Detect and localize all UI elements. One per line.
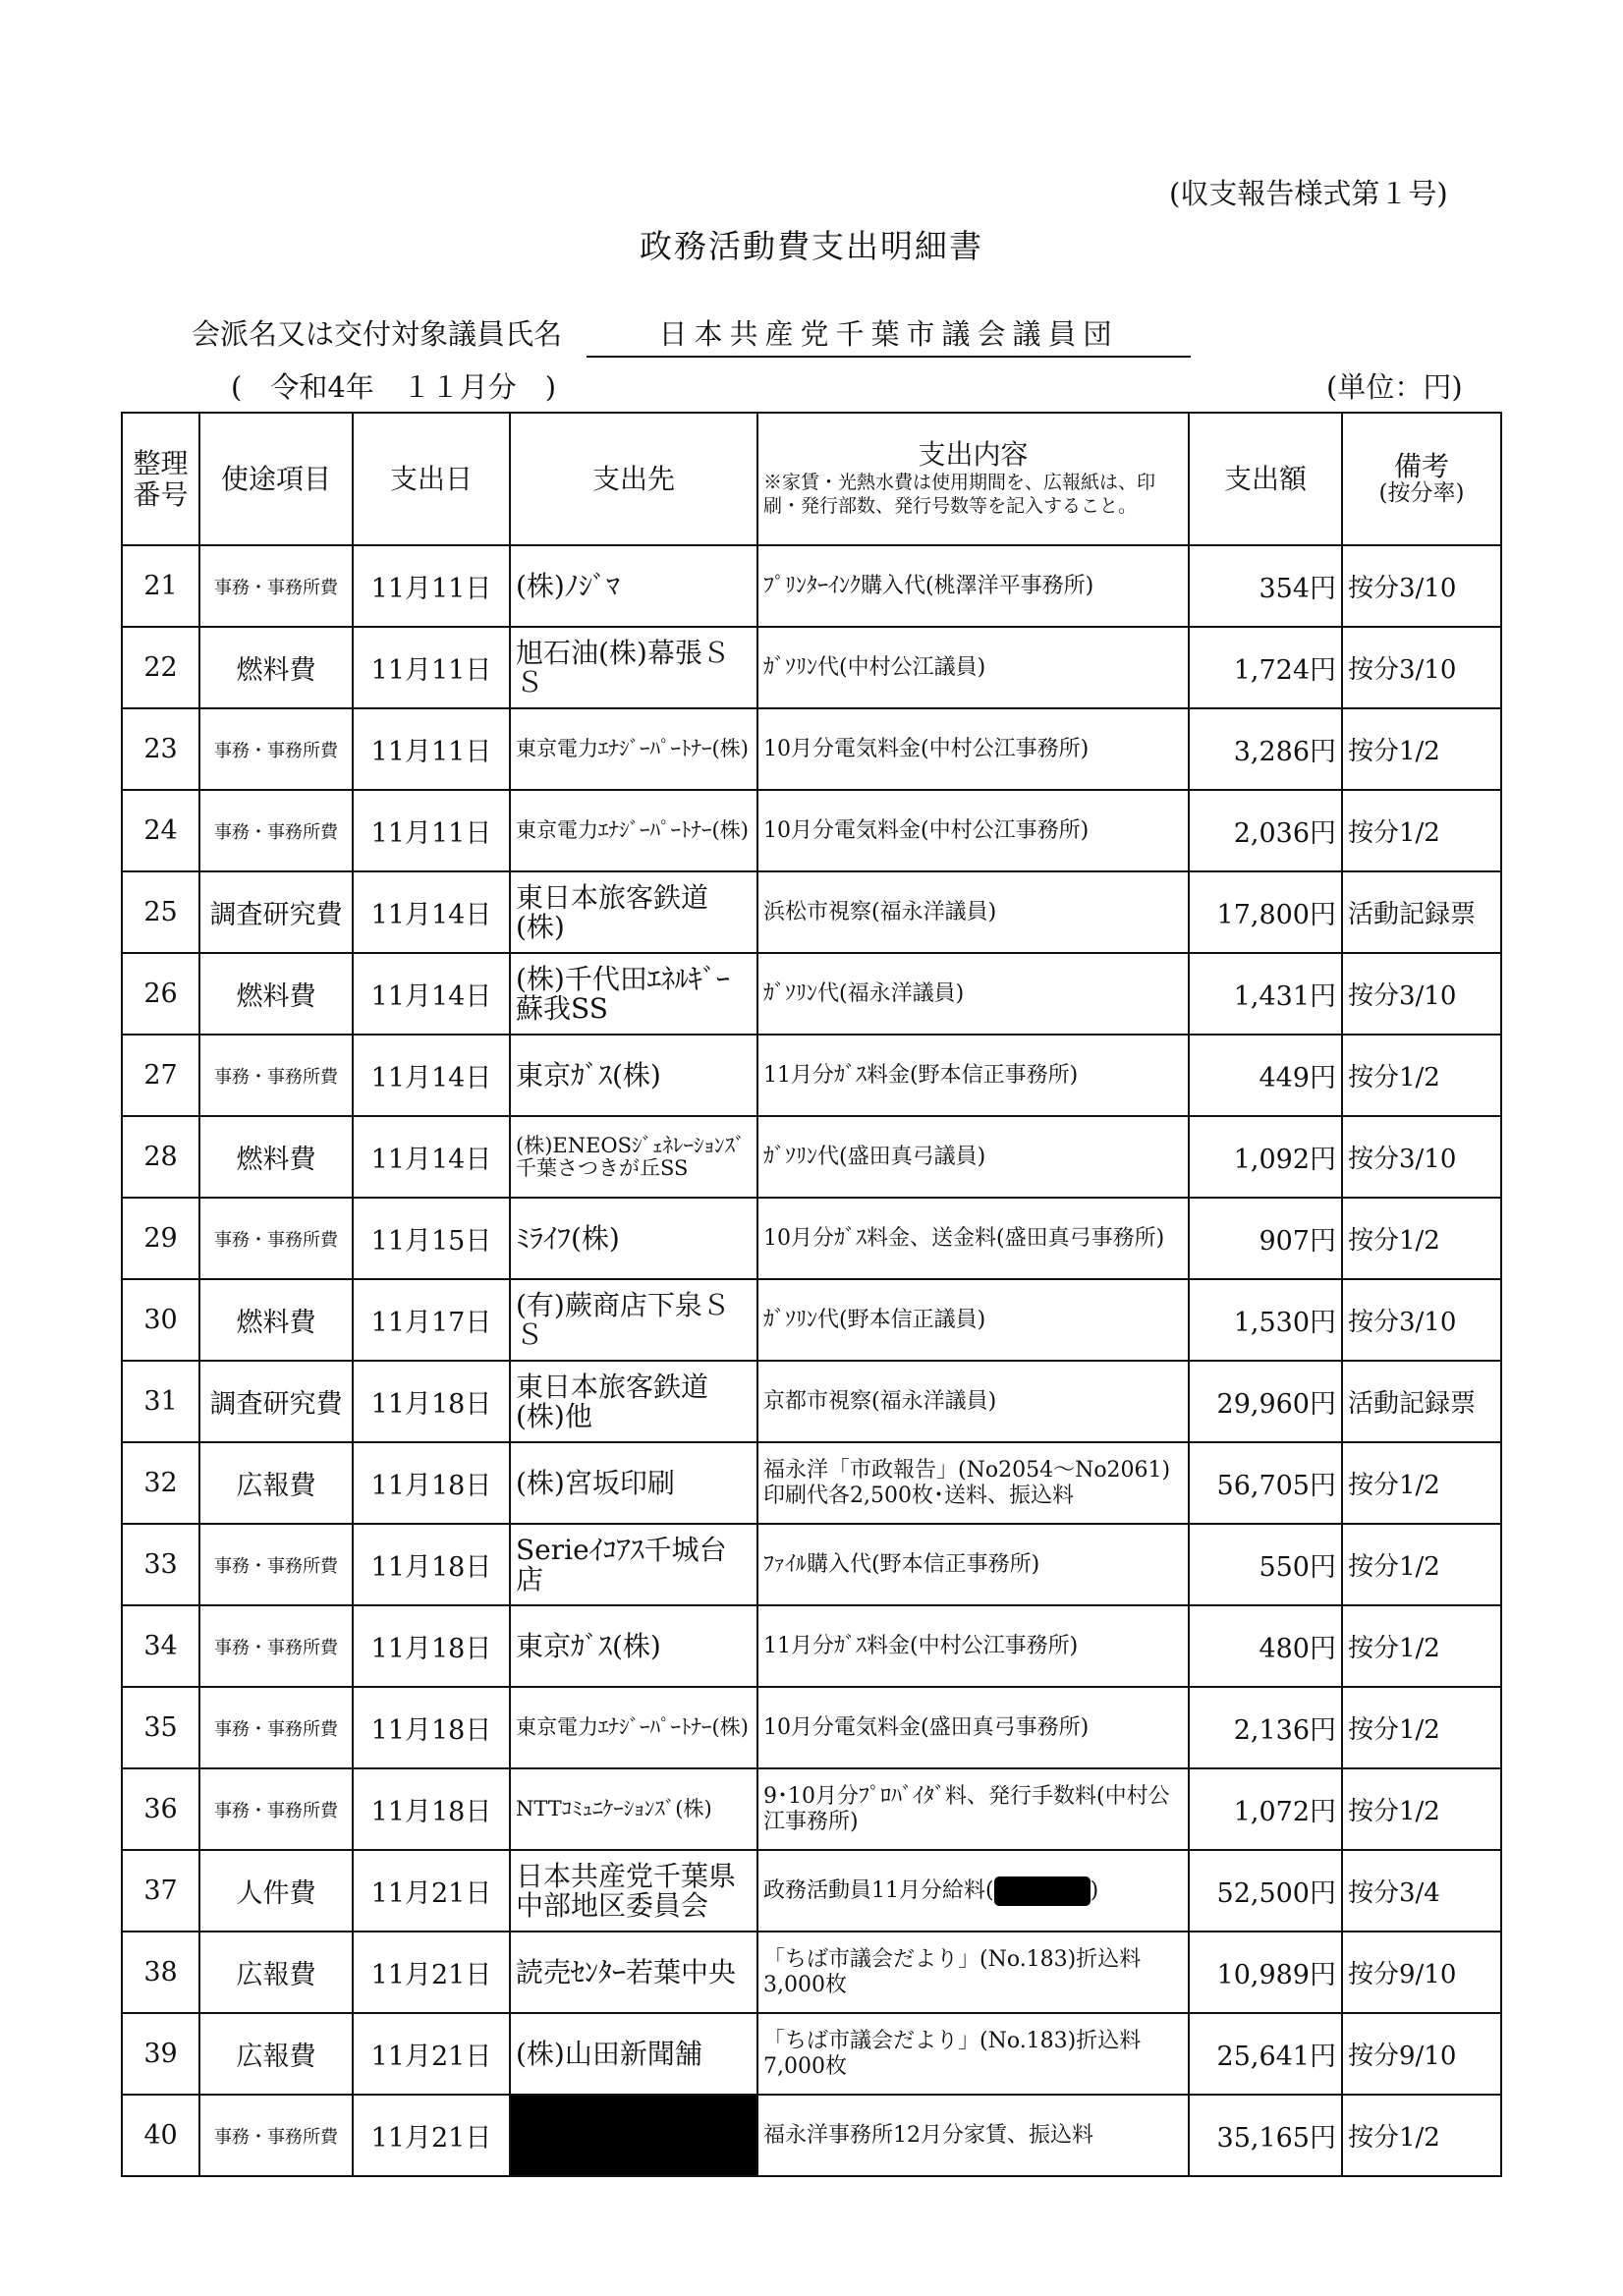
row-payee: (株)ENEOSｼﾞｪﾈﾚｰｼｮﾝｽﾞ千葉さつきが丘SS [510,1116,757,1198]
row-payee: (株)千代田ｴﾈﾙｷﾞｰ蘇我SS [510,953,757,1035]
row-description: 「ちば市議会だより」(No.183)折込料3,000枚 [757,1932,1189,2013]
row-remarks: 按分1/2 [1342,1768,1501,1850]
row-category: 事務・事務所費 [199,1035,353,1116]
row-amount: 17,800円 [1189,871,1342,953]
row-date: 11月21日 [353,1932,510,2013]
row-amount: 56,705円 [1189,1442,1342,1524]
row-date: 11月18日 [353,1442,510,1524]
row-date: 11月18日 [353,1687,510,1768]
row-remarks: 按分1/2 [1342,1198,1501,1279]
description-text-end: ) [1090,1877,1099,1903]
table-row [122,1279,1501,1361]
header-amount: 支出額 [1189,413,1342,545]
row-description: 10月分電気料金(中村公江事務所) [757,708,1189,790]
row-payee: (有)蕨商店下泉ＳＳ [510,1279,757,1361]
row-remarks: 按分1/2 [1342,1035,1501,1116]
table-row [122,1768,1501,1850]
row-no: 38 [122,1932,199,2013]
row-date: 11月11日 [353,708,510,790]
row-amount: 3,286円 [1189,708,1342,790]
row-remarks: 活動記録票 [1342,1361,1501,1442]
table-row [122,1687,1501,1768]
row-payee: (株)宮坂印刷 [510,1442,757,1524]
row-date: 11月18日 [353,1605,510,1687]
row-no: 27 [122,1035,199,1116]
row-remarks: 按分1/2 [1342,1524,1501,1605]
row-remarks: 按分3/10 [1342,1279,1501,1361]
header-remarks [1342,413,1501,545]
header-content-title: 支出内容 [918,438,1029,472]
row-remarks: 按分1/2 [1342,790,1501,871]
header-category: 使途項目 [199,413,353,545]
row-remarks: 按分1/2 [1342,1442,1501,1524]
row-category: 調査研究費 [199,871,353,953]
table-row [122,1116,1501,1198]
row-date: 11月18日 [353,1768,510,1850]
row-amount: 480円 [1189,1605,1342,1687]
row-payee: 東日本旅客鉄道(株)他 [510,1361,757,1442]
row-category: 広報費 [199,1932,353,2013]
row-description: 11月分ｶﾞｽ料金(野本信正事務所) [757,1035,1189,1116]
table-row [122,627,1501,708]
header-content-note: ※家賃・光熱水費は使用期間を、広報紙は、印刷・発行部数、発行号数等を記入すること。 [763,472,1156,518]
table-row [122,1524,1501,1605]
row-amount: 1,530円 [1189,1279,1342,1361]
row-description: 11月分ｶﾞｽ料金(中村公江事務所) [757,1605,1189,1687]
row-remarks: 按分3/10 [1342,545,1501,627]
row-category: 燃料費 [199,1116,353,1198]
header-remarks-title: 備考 [1393,449,1449,482]
row-no: 36 [122,1768,199,1850]
row-no: 22 [122,627,199,708]
row-date: 11月14日 [353,1035,510,1116]
row-amount: 1,092円 [1189,1116,1342,1198]
row-category: 事務・事務所費 [199,1605,353,1687]
row-description: 浜松市視察(福永洋議員) [757,871,1189,953]
row-description: 10月分電気料金(中村公江事務所) [757,790,1189,871]
row-description [757,1850,1189,1932]
header-content [757,413,1189,545]
row-date: 11月14日 [353,953,510,1035]
row-no: 40 [122,2095,199,2176]
row-amount: 907円 [1189,1198,1342,1279]
row-category: 燃料費 [199,627,353,708]
row-remarks: 按分1/2 [1342,2095,1501,2176]
row-amount: 52,500円 [1189,1850,1342,1932]
row-description: ｶﾞｿﾘﾝ代(福永洋議員) [757,953,1189,1035]
redacted-payee [510,2095,757,2176]
header-payee: 支出先 [510,413,757,545]
row-no: 32 [122,1442,199,1524]
row-amount: 2,136円 [1189,1687,1342,1768]
row-category: 事務・事務所費 [199,1768,353,1850]
row-description: 10月分電気料金(盛田真弓事務所) [757,1687,1189,1768]
row-description: ﾌｧｲﾙ購入代(野本信正事務所) [757,1524,1189,1605]
expenditure-table [121,412,1502,2177]
row-remarks: 按分9/10 [1342,2013,1501,2095]
row-payee: 東京ｶﾞｽ(株) [510,1605,757,1687]
description-text: 政務活動員11月分給料( [763,1877,994,1903]
table-row [122,1932,1501,2013]
table-row [122,871,1501,953]
row-no: 33 [122,1524,199,1605]
row-date: 11月11日 [353,627,510,708]
row-category: 事務・事務所費 [199,1198,353,1279]
row-amount: 449円 [1189,1035,1342,1116]
row-category: 事務・事務所費 [199,708,353,790]
table-body [122,545,1501,2176]
row-category: 燃料費 [199,953,353,1035]
row-description: 福永洋事務所12月分家賃、振込料 [757,2095,1189,2176]
form-number: (収支報告様式第１号) [1169,177,1448,210]
row-remarks: 按分1/2 [1342,1687,1501,1768]
row-date: 11月21日 [353,1850,510,1932]
row-remarks: 按分3/10 [1342,627,1501,708]
row-date: 11月17日 [353,1279,510,1361]
row-amount: 1,724円 [1189,627,1342,708]
row-date: 11月11日 [353,790,510,871]
row-payee: 東日本旅客鉄道(株) [510,871,757,953]
row-date: 11月18日 [353,1361,510,1442]
party-label: 会派名又は交付対象議員氏名 [192,317,563,351]
row-category: 事務・事務所費 [199,2095,353,2176]
row-remarks: 按分3/10 [1342,1116,1501,1198]
row-category: 事務・事務所費 [199,790,353,871]
row-remarks: 按分3/4 [1342,1850,1501,1932]
row-description: ｶﾞｿﾘﾝ代(中村公江議員) [757,627,1189,708]
row-description: ｶﾞｿﾘﾝ代(盛田真弓議員) [757,1116,1189,1198]
header-date: 支出日 [353,413,510,545]
row-category: 広報費 [199,2013,353,2095]
currency-unit: (単位：円) [1326,370,1463,404]
table-row [122,2013,1501,2095]
row-no: 34 [122,1605,199,1687]
row-no: 37 [122,1850,199,1932]
table-row [122,1035,1501,1116]
row-no: 39 [122,2013,199,2095]
row-payee: 日本共産党千葉県中部地区委員会 [510,1850,757,1932]
table-header-row [122,413,1501,545]
row-no: 35 [122,1687,199,1768]
row-no: 23 [122,708,199,790]
row-category: 人件費 [199,1850,353,1932]
row-payee: (株)山田新聞舗 [510,2013,757,2095]
row-date: 11月15日 [353,1198,510,1279]
row-date: 11月11日 [353,545,510,627]
row-amount: 35,165円 [1189,2095,1342,2176]
row-description: 「ちば市議会だより」(No.183)折込料7,000枚 [757,2013,1189,2095]
row-category: 広報費 [199,1442,353,1524]
row-amount: 29,960円 [1189,1361,1342,1442]
row-category: 事務・事務所費 [199,1524,353,1605]
row-category: 事務・事務所費 [199,1687,353,1768]
reporting-period: ( 令和4年 １１月分 ) [231,370,557,404]
row-date: 11月21日 [353,2013,510,2095]
table-row [122,1442,1501,1524]
row-description: 京都市視察(福永洋議員) [757,1361,1189,1442]
row-amount: 1,072円 [1189,1768,1342,1850]
row-amount: 550円 [1189,1524,1342,1605]
row-payee: 旭石油(株)幕張ＳＳ [510,627,757,708]
row-no: 30 [122,1279,199,1361]
row-no: 31 [122,1361,199,1442]
table-row [122,790,1501,871]
row-category: 事務・事務所費 [199,545,353,627]
document-title: 政務活動費支出明細書 [640,227,983,265]
row-remarks: 按分3/10 [1342,953,1501,1035]
row-payee: 東京電力ｴﾅｼﾞｰﾊﾟｰﾄﾅｰ(株) [510,1687,757,1768]
row-no: 29 [122,1198,199,1279]
row-description: 10月分ｶﾞｽ料金、送金料(盛田真弓事務所) [757,1198,1189,1279]
row-category: 調査研究費 [199,1361,353,1442]
row-payee: 東京電力ｴﾅｼﾞｰﾊﾟｰﾄﾅｰ(株) [510,708,757,790]
table-row [122,2095,1501,2176]
table-row [122,1605,1501,1687]
row-remarks: 按分1/2 [1342,1605,1501,1687]
row-date: 11月14日 [353,1116,510,1198]
row-no: 21 [122,545,199,627]
redaction-bar [994,1876,1091,1906]
row-remarks: 按分9/10 [1342,1932,1501,2013]
party-name: 日本共産党千葉市議会議員団 [587,312,1191,358]
row-payee: (株)ﾉｼﾞﾏ [510,545,757,627]
row-category: 燃料費 [199,1279,353,1361]
row-payee: 東京ｶﾞｽ(株) [510,1035,757,1116]
row-amount: 25,641円 [1189,2013,1342,2095]
table-row [122,1198,1501,1279]
table-row [122,1361,1501,1442]
table-row [122,953,1501,1035]
table-row [122,1850,1501,1932]
row-description: 9･10月分ﾌﾟﾛﾊﾞｲﾀﾞ料、発行手数料(中村公江事務所) [757,1768,1189,1850]
row-description: ﾌﾟﾘﾝﾀｰｲﾝｸ購入代(桃澤洋平事務所) [757,545,1189,627]
row-remarks: 按分1/2 [1342,708,1501,790]
row-amount: 10,989円 [1189,1932,1342,2013]
row-date: 11月14日 [353,871,510,953]
row-no: 28 [122,1116,199,1198]
row-remarks: 活動記録票 [1342,871,1501,953]
table-row [122,545,1501,627]
row-amount: 2,036円 [1189,790,1342,871]
row-payee: 東京電力ｴﾅｼﾞｰﾊﾟｰﾄﾅｰ(株) [510,790,757,871]
row-payee: 読売ｾﾝﾀｰ若葉中央 [510,1932,757,2013]
row-no: 26 [122,953,199,1035]
row-description: 福永洋「市政報告」(No2054～No2061)印刷代各2,500枚･送料、振込料 [757,1442,1189,1524]
table-row [122,708,1501,790]
row-payee: Serieｲｺｱｽ千城台店 [510,1524,757,1605]
header-no: 整理番号 [122,413,199,545]
row-date: 11月18日 [353,1524,510,1605]
row-amount: 1,431円 [1189,953,1342,1035]
row-description: ｶﾞｿﾘﾝ代(野本信正議員) [757,1279,1189,1361]
row-no: 24 [122,790,199,871]
row-payee: ﾐﾗｲﾌ(株) [510,1198,757,1279]
header-remarks-sub: (按分率) [1378,480,1465,507]
row-no: 25 [122,871,199,953]
row-date: 11月21日 [353,2095,510,2176]
row-amount: 354円 [1189,545,1342,627]
row-payee: NTTｺﾐｭﾆｹｰｼｮﾝｽﾞ(株) [510,1768,757,1850]
